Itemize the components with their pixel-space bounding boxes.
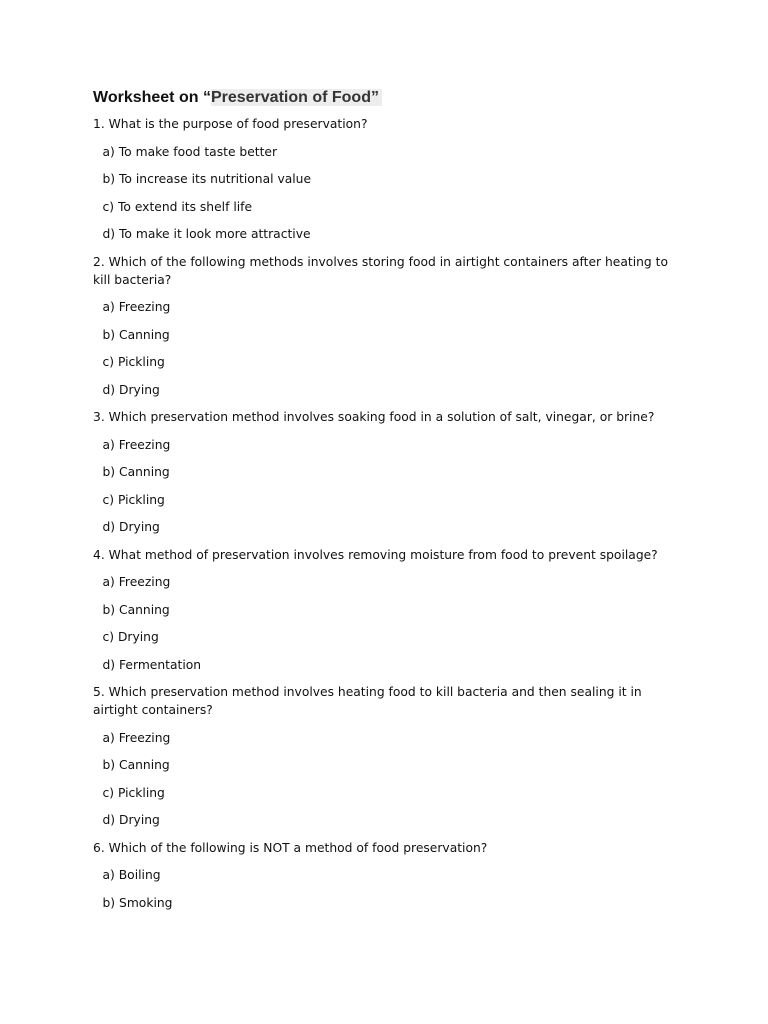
title-highlight: Preservation of Food” [211, 89, 382, 106]
answer-option: a) Freezing [102, 437, 171, 452]
question-text: 2. Which of the following methods involves storing food in airtight containers after heating to kill bacteria? [93, 254, 668, 287]
title-prefix: Worksheet on “ [93, 89, 211, 106]
question-text: 1. What is the purpose of food preservation? [93, 117, 368, 131]
question-text: 5. Which preservation method involves heating food to kill bacteria and then sealing it in airtight containers? [93, 685, 642, 717]
answer-option: c) Pickling [102, 492, 165, 507]
answer-option: a) Freezing [102, 575, 171, 589]
worksheet-page [93, 86, 668, 921]
question-block [93, 546, 668, 674]
answer-option: b) To increase its nutritional value [102, 172, 312, 186]
answer-option: a) To make food taste better [102, 144, 278, 159]
question-block [93, 115, 668, 243]
answer-option: b) Canning [102, 602, 170, 617]
question-block [93, 253, 668, 399]
answer-option: d) Fermentation [102, 657, 202, 672]
answer-option: b) Canning [102, 465, 170, 479]
answer-option: a) Boiling [102, 868, 161, 882]
answer-option: d) Drying [102, 520, 160, 534]
question-block [93, 683, 668, 829]
answer-option: c) Drying [102, 630, 159, 644]
answer-option: d) To make it look more attractive [102, 227, 311, 241]
answer-option: c) To extend its shelf life [102, 199, 253, 214]
question-block [93, 408, 668, 536]
question-text: 4. What method of preservation involves removing moisture from food to prevent spoilage? [93, 547, 658, 562]
answer-option: a) Freezing [102, 300, 171, 314]
answer-option: c) Pickling [102, 785, 165, 800]
answer-option: a) Freezing [102, 730, 171, 745]
answer-option: d) Drying [102, 382, 160, 397]
answer-option: b) Canning [102, 327, 170, 342]
question-text: 3. Which preservation method involves soaking food in a solution of salt, vinegar, or brine? [93, 410, 655, 424]
answer-option: c) Pickling [102, 355, 165, 369]
answer-option: b) Smoking [102, 895, 173, 910]
question-block [93, 839, 668, 912]
answer-option: d) Drying [102, 813, 160, 827]
answer-option: b) Canning [102, 758, 170, 772]
worksheet-title [93, 86, 668, 110]
question-text: 6. Which of the following is NOT a method of food preservation? [93, 840, 488, 855]
